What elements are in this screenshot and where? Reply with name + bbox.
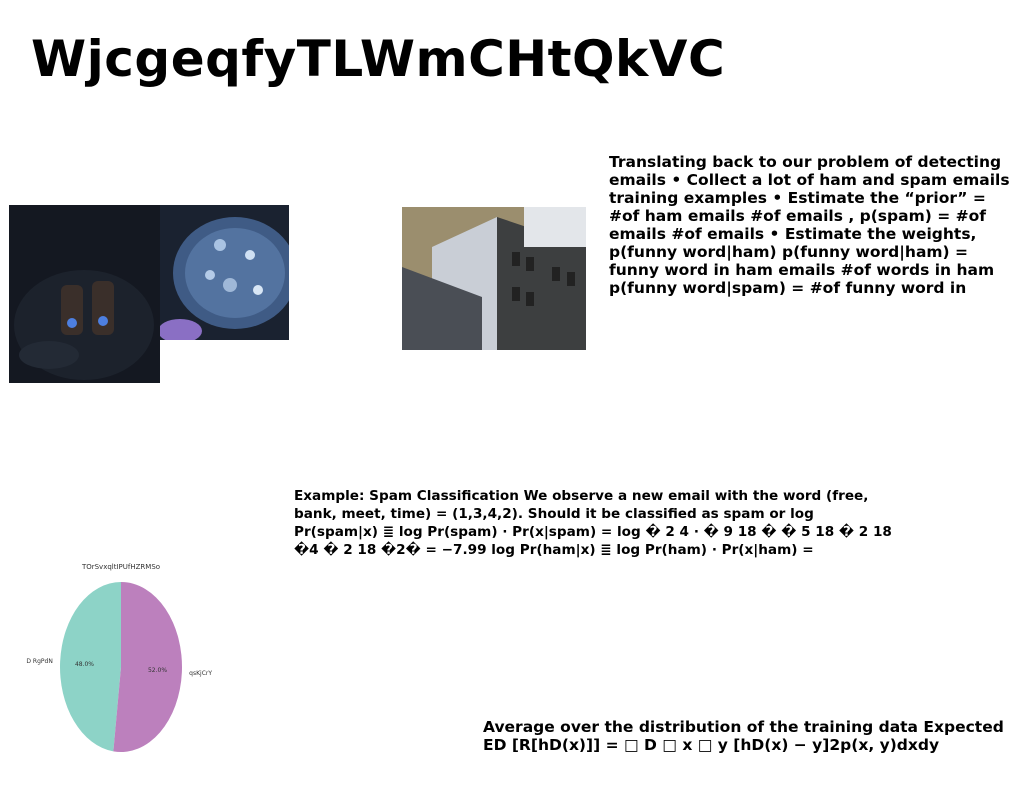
pie-category-label: D RgPdN bbox=[26, 658, 53, 666]
pie-chart bbox=[0, 555, 240, 765]
text-block-spam-detection: Translating back to our problem of detecting emails • Collect a lot of ham and spam emails training examples • Estimate the “prior” = #of ham emails #of emails , p(spam) = #of emails #of emails • Estimate the weights, p(funny word|ham) p(funny word|ham) = funny word in ham emails #of words in ham p(funny word|spam) = #of funny word in bbox=[609, 153, 1010, 297]
building-photo bbox=[402, 207, 586, 350]
dark-lanterns-photo bbox=[9, 205, 160, 383]
chart-title: TOrSvxqltIPUfHZRMSo bbox=[81, 563, 161, 571]
pie-percent-label: 48.0% bbox=[74, 660, 95, 668]
pie-category-label: qsKjCrY bbox=[189, 669, 213, 677]
pie-percent-label: 52.0% bbox=[147, 667, 168, 675]
text-block-expected-risk: Average over the distribution of the training data Expected ED [R[hD(x)]] = □ D □ x □ y [hD(x) − y]2p(x, y)dxdy bbox=[483, 718, 1004, 754]
text-block-spam-example: Example: Spam Classification We observe a new email with the word (free, bank, meet, time) = (1,3,4,2). Should it be classified as spam or log Pr(spam|x) ≣ log Pr(spam) ⋅ Pr(x|spam) = log � 2 4 ⋅ � 9 18 � � 5 18 � 2 18 �4 � 2 18 �2� = −7.99 log Pr(ham|x) ≣ log Pr(ham) ⋅ Pr(x|ham) = bbox=[294, 488, 892, 558]
table-dinner-photo bbox=[160, 205, 289, 340]
page-title: WjcgeqfyTLWmCHtQkVC bbox=[31, 30, 726, 88]
